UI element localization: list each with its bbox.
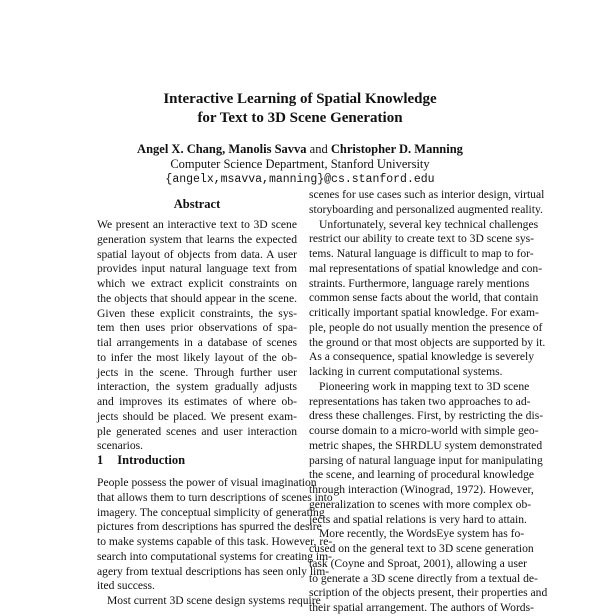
paragraph-line: ple, people do not usually mention the presence of [309,320,543,334]
abstract-line: which we extract explicit constraints on [97,277,297,290]
abstract-heading: Abstract [173,197,221,211]
introduction-right-column [309,188,548,616]
paper-title-line-2: for Text to 3D Scene Generation [197,110,403,126]
abstract-line: tem then uses prior observations of spa- [97,321,297,335]
paragraph-line: the scene, and learning of procedural knowledge [309,468,535,482]
paragraph-line: through interaction (Winograd, 1972). However, [309,483,534,496]
paragraph-line: parsing of natural language input for manipulating [309,453,543,467]
paragraph-line: generalization to scenes with more complex ob- [309,497,532,511]
paragraph-line: Most current 3D scene design systems require [107,594,321,607]
paragraph-line: Pioneering work in mapping text to 3D scene [319,379,530,393]
abstract-line: We present an interactive text to 3D scene [97,218,297,231]
abstract-line: the objects that should appear in the scene. [97,291,297,305]
paragraph-line: restrict our ability to create text to 3D scene sys- [309,232,535,246]
introduction-left-column [97,476,333,609]
paragraph-line: metric shapes, the SHRDLU system demonstrated [309,438,543,452]
abstract-line: interaction, the system gradually adjusts [97,380,297,394]
section-title: Introduction [117,453,186,467]
paragraph-line: jects and spatial relations is very hard to attain. [309,512,527,526]
paragraph-line: to generate a 3D scene directly from a textual de- [309,571,538,585]
authors-first: Angel X. Chang, Manolis Savva [137,142,307,156]
paragraph-line: As a consequence, spatial knowledge is severely [309,350,535,364]
abstract-line: scenarios. [97,439,144,453]
paragraph-line: cused on the general text to 3D scene generation [309,542,534,555]
author-email: {angelx,msavva,manning}@cs.stanford.edu [165,173,435,186]
paragraph-line: People possess the power of visual imagination [97,476,317,489]
abstract-line: ple generated scenes and user interaction [97,424,297,438]
paragraph-line: agery from textual descriptions has seen only lim- [97,564,330,578]
paragraph-line: their spatial arrangement. The authors of Words- [309,601,534,614]
paragraph-line: search into computational systems for creating im- [97,549,333,563]
authors-last: Christopher D. Manning [330,142,463,156]
abstract-line: Given these explicit constraints, the sys- [97,306,297,320]
abstract-line: provides input natural language text from [97,262,297,276]
paragraph-line: the ground or that most objects are supported by it. [309,335,546,349]
paragraph-line: scenes for use cases such as interior design, virtual [309,188,545,201]
paragraph-line: scription of the objects present, their properties and [309,586,548,600]
paragraph-line: tems. Natural language is difficult to map to for- [309,247,534,260]
affiliation: Computer Science Department, Stanford University [170,157,430,171]
paragraph-line: dress these challenges. First, by restricting the dis- [309,409,544,423]
author-list [0,142,600,157]
abstract-line: to infer the most likely layout of the ob- [97,350,297,364]
paragraph-line: mal representations of spatial knowledge and con- [309,261,543,275]
paragraph-line: storyboarding and personalized augmented reality. [309,202,543,216]
paragraph-line: course domain to a micro-world with simple geo- [309,424,539,437]
paragraph-line: More recently, the WordsEye system has fo- [319,527,525,541]
paragraph-line: common sense facts about the world, that contain [309,291,539,305]
section-number: 1 [97,453,104,467]
paragraph-line: task (Coyne and Sproat, 2001), allowing a user [309,556,527,570]
abstract-line: jects in the scene. Through further user [97,365,297,379]
paragraph-line: lacking in current computational systems. [309,365,503,378]
paragraph-line: critically important spatial knowledge. For exam- [309,306,539,319]
abstract-line: generation system that learns the expected [97,232,297,246]
paragraph-line: Unfortunately, several key technical challenges [319,217,539,231]
abstract-line: spatial layout of objects from data. A user [97,247,297,261]
paragraph-line: to make systems capable of this task. However, re- [97,535,333,548]
paper-title-line-1: Interactive Learning of Spatial Knowledge [163,91,437,107]
abstract-body [97,218,297,454]
abstract-line: tial arrangements in a database of scenes [97,336,297,349]
authors-and: and [306,142,331,156]
paragraph-line: that allows them to turn descriptions of scenes into [97,490,333,504]
paragraph-line: pictures from descriptions has spurred the desire [97,520,322,534]
abstract-line: jects should be placed. We present exam- [97,409,297,423]
section-heading-introduction [97,453,185,468]
abstract-line: and improves its estimates of where ob- [97,395,297,408]
paragraph-line: straints. Furthermore, language rarely mentions [309,276,530,290]
paragraph-line: imagery. The conceptual simplicity of generating [97,505,325,519]
paragraph-line: ited success. [97,579,155,593]
paragraph-line: representations has taken two approaches to ad- [309,394,531,408]
